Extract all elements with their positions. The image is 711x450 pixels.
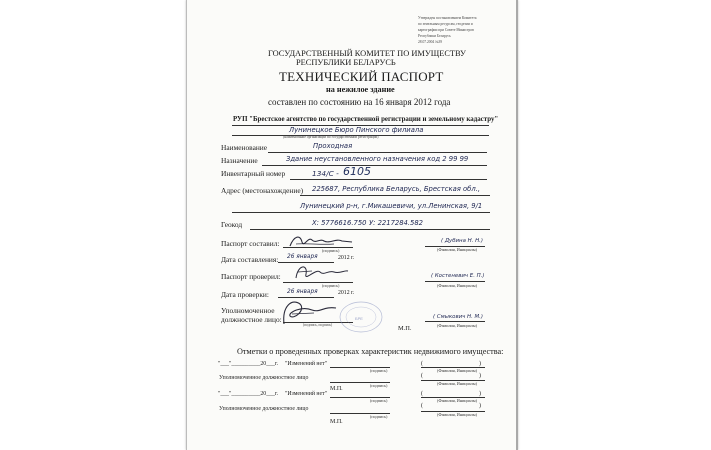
purpose-underline <box>262 165 487 166</box>
checked-name-caption: (Фамилия, Инициалы) <box>437 283 477 288</box>
check-2-no-changes: "Изменений нет" <box>285 391 328 397</box>
check-2-date: "___"__________20___г. <box>218 391 279 397</box>
approval-line-2: по земельным ресурсам, геодезии и <box>418 22 473 26</box>
check-1-date: "___"__________20___г. <box>218 361 279 367</box>
official-label-1: Уполномоченное <box>221 306 275 315</box>
check-1-official: Уполномоченное должностное лицо <box>219 375 309 381</box>
compiled-year: 2012 г. <box>338 255 355 261</box>
check-2-official: Уполномоченное должностное лицо <box>219 406 309 412</box>
checked-name-line <box>425 281 485 282</box>
official-name: ( Смыкович Н. М.) <box>433 314 483 320</box>
approval-line-4: Республики Беларусь <box>418 34 451 38</box>
official-mp: М.П. <box>398 325 412 332</box>
official-sign-caption: (подпись, подпись) <box>303 323 333 327</box>
compiled-name-caption: (Фамилия, Инициалы) <box>437 247 477 252</box>
branch-caption: (наименование организации по государственной регистрации) <box>283 135 379 139</box>
branch-name: Лунинецкое Бюро Пинского филиала <box>289 126 424 134</box>
state-date: составлен по состоянию на 16 января 2012 года <box>268 97 451 107</box>
purpose-value: Здание неустановленного назначения код 2 99 99 <box>286 155 469 163</box>
approval-line-3: картографии при Совете Министров <box>418 28 474 32</box>
inventory-underline <box>290 179 487 180</box>
inventory-label: Инвентарный номер <box>221 169 286 178</box>
committee-line-2: РЕСПУБЛИКИ БЕЛАРУСЬ <box>296 58 396 67</box>
official-stamp <box>338 300 384 334</box>
check-2-official-name-caption: (Фамилия, Инициалы) <box>437 412 477 417</box>
compiled-date: 26 января <box>287 254 318 260</box>
compiled-sign-caption: (подпись) <box>322 248 340 253</box>
svg-text:БРЕ: БРЕ <box>355 316 363 321</box>
check-1-official-name-caption: (Фамилия, Инициалы) <box>437 381 477 386</box>
page-subtitle: на нежилое здание <box>326 85 395 94</box>
check-2-sign-caption: (подпись) <box>370 398 388 403</box>
purpose-label: Назначение <box>221 156 258 165</box>
name-underline <box>268 152 487 153</box>
checked-sign-caption: (подпись) <box>322 283 340 288</box>
geocode-y: У: 2217284.582 <box>369 219 423 227</box>
check-2-paren-open-2: ( <box>421 403 423 409</box>
check-1-name-caption: (Фамилия, Инициалы) <box>437 368 477 373</box>
page-edge-left <box>186 0 187 450</box>
address-line-2: Лунинецкий р-н, г.Микашевичи, ул.Ленинская, 9/1 <box>300 202 483 210</box>
inventory-value: 134/С - <box>312 169 339 178</box>
compiled-name: ( Дубина Н. Н.) <box>441 238 483 244</box>
name-value: Проходная <box>313 142 353 150</box>
geocode-x: Х: 5776616.750 <box>312 219 367 227</box>
page-edge-right <box>516 0 518 450</box>
address-line-1: 225687, Республика Беларусь, Брестская обл., <box>312 185 481 193</box>
check-2-paren-close-2: ) <box>479 403 481 409</box>
inventory-handwritten: 6105 <box>343 165 371 178</box>
check-2-paren-close: ) <box>479 391 481 397</box>
official-name-line <box>425 321 485 322</box>
official-name-caption: (Фамилия, Инициалы) <box>437 323 477 328</box>
check-year: 2012 г. <box>338 290 355 296</box>
check-2-name-caption: (Фамилия, Инициалы) <box>437 398 477 403</box>
check-date-label: Дата проверки: <box>221 290 269 299</box>
check-1-paren-close: ) <box>479 361 481 367</box>
compiled-label: Паспорт составил: <box>221 239 280 248</box>
check-1-paren-open: ( <box>421 361 423 367</box>
check-2-mp: М.П. <box>330 419 343 425</box>
geocode-underline <box>250 229 490 230</box>
checked-sign-line <box>283 282 353 283</box>
address-underline-1 <box>300 195 490 196</box>
official-label-2: должностное лицо: <box>221 315 282 324</box>
check-1-no-changes: "Изменений нет" <box>285 361 328 367</box>
geocode-label: Геокод <box>221 220 243 229</box>
check-2-official-sign-caption: (подпись) <box>370 414 388 419</box>
checked-label: Паспорт проверил: <box>221 272 281 281</box>
checked-name: ( Костеневич Е. П.) <box>431 273 485 279</box>
check-1-sign-caption: (подпись) <box>370 368 388 373</box>
organization-name: РУП "Брестское агентство по государственной регистрации и земельному кадастру" <box>233 116 499 123</box>
checked-signature <box>290 262 350 284</box>
check-1-mp: М.П. <box>330 386 343 392</box>
check-date: 26 января <box>287 289 318 295</box>
checks-title: Отметки о проведенных проверках характеристик недвижимого имущества: <box>237 347 504 356</box>
address-underline-2 <box>232 212 490 213</box>
check-1-paren-open-2: ( <box>421 373 423 379</box>
compiled-signature <box>286 232 358 252</box>
check-1-official-sign-caption: (подпись) <box>370 383 388 388</box>
page-title: ТЕХНИЧЕСКИЙ ПАСПОРТ <box>279 69 444 84</box>
approval-line-1: Утвержден постановлением Комитета <box>418 16 477 20</box>
check-2-paren-open: ( <box>421 391 423 397</box>
approval-line-5: 28.07.2004 №39 <box>418 40 443 44</box>
compiled-date-label: Дата составления: <box>221 255 279 264</box>
committee-line-1: ГОСУДАРСТВЕННЫЙ КОМИТЕТ ПО ИМУЩЕСТВУ <box>268 49 466 58</box>
name-label: Наименование <box>221 143 268 152</box>
check-1-paren-close-2: ) <box>479 373 481 379</box>
address-label: Адрес (местонахождение) <box>221 186 304 195</box>
